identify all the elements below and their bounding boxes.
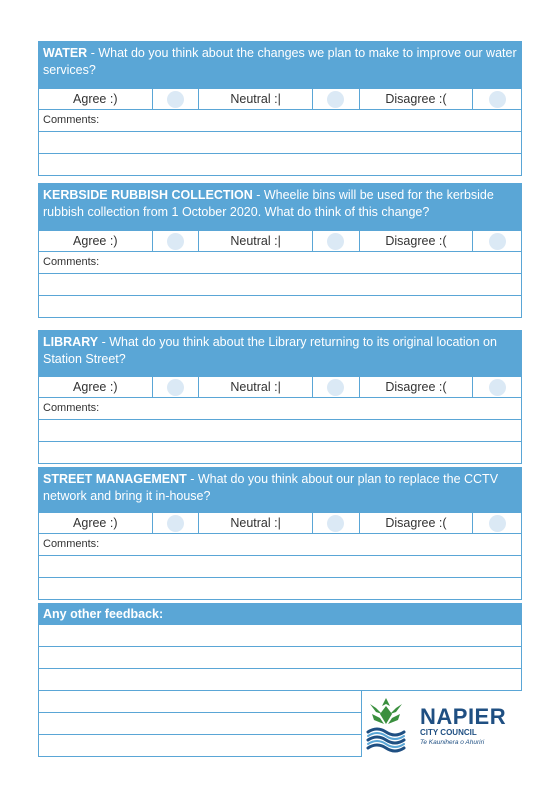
section-kerbside-rubbish [38,183,522,318]
disagree-label: Disagree :( [360,89,474,109]
neutral-option[interactable] [313,513,360,533]
comments-label: Comments: [43,538,100,550]
section-question: - What do you think about our plan to replace the CCTV network and bring it in-house? [43,472,499,503]
rating-row [38,88,522,110]
section-header [38,41,522,88]
feedback-line[interactable] [38,669,522,691]
comments-row[interactable] [38,398,522,420]
section-question: - Wheelie bins will be used for the kerbside rubbish collection from 1 October 2020. What do think of this change? [43,188,494,219]
feedback-line[interactable] [38,735,362,757]
agree-radio[interactable] [167,379,184,396]
disagree-radio[interactable] [489,91,506,108]
agree-option[interactable] [153,89,200,109]
agree-label: Agree :) [39,89,153,109]
disagree-label: Disagree :( [360,377,474,397]
neutral-label: Neutral :| [199,89,313,109]
agree-label: Agree :) [39,377,153,397]
disagree-radio[interactable] [489,233,506,250]
neutral-label: Neutral :| [199,377,313,397]
section-header [38,467,522,512]
disagree-radio[interactable] [489,515,506,532]
feedback-line[interactable] [38,625,522,647]
comment-line[interactable] [38,578,522,600]
logo-sub: CITY COUNCIL [420,727,477,737]
rating-row [38,230,522,252]
logo-text [420,703,507,747]
neutral-option[interactable] [313,377,360,397]
section-question: - What do you think about the Library returning to its original location on Station Street? [43,335,497,366]
comments-label: Comments: [43,114,100,126]
neutral-radio[interactable] [327,91,344,108]
rating-row [38,512,522,534]
comments-row[interactable] [38,534,522,556]
neutral-radio[interactable] [327,379,344,396]
agree-label: Agree :) [39,231,153,251]
agree-option[interactable] [153,513,200,533]
disagree-label: Disagree :( [360,513,474,533]
neutral-option[interactable] [313,231,360,251]
neutral-option[interactable] [313,89,360,109]
section-title: LIBRARY [43,335,99,349]
comment-line[interactable] [38,296,522,318]
section-street-management [38,467,522,600]
comment-line[interactable] [38,442,522,464]
comments-label: Comments: [43,256,100,268]
section-title: KERBSIDE RUBBISH COLLECTION [43,188,253,202]
comment-line[interactable] [38,154,522,176]
comment-line[interactable] [38,274,522,296]
feedback-line[interactable] [38,713,362,735]
other-feedback-header: Any other feedback: [38,603,522,625]
neutral-radio[interactable] [327,515,344,532]
comments-label: Comments: [43,402,100,414]
comment-line[interactable] [38,420,522,442]
napier-emblem-icon [362,696,410,756]
disagree-label: Disagree :( [360,231,474,251]
comment-line[interactable] [38,132,522,154]
section-question: - What do you think about the changes we plan to make to improve our water services? [43,46,517,77]
agree-radio[interactable] [167,91,184,108]
section-title: STREET MANAGEMENT [43,472,187,486]
comments-row[interactable] [38,110,522,132]
disagree-option[interactable] [473,513,521,533]
agree-label: Agree :) [39,513,153,533]
comments-row[interactable] [38,252,522,274]
section-header [38,183,522,230]
section-header [38,330,522,376]
section-water [38,41,522,176]
neutral-label: Neutral :| [199,231,313,251]
feedback-line[interactable] [38,691,362,713]
disagree-option[interactable] [473,89,521,109]
section-title: WATER [43,46,88,60]
disagree-option[interactable] [473,231,521,251]
napier-logo [362,693,522,759]
agree-radio[interactable] [167,233,184,250]
logo-name: NAPIER [420,703,507,729]
disagree-radio[interactable] [489,379,506,396]
rating-row [38,376,522,398]
logo-tagline: Te Kaunihera o Ahuriri [420,738,485,746]
neutral-label: Neutral :| [199,513,313,533]
agree-option[interactable] [153,231,200,251]
neutral-radio[interactable] [327,233,344,250]
feedback-line[interactable] [38,647,522,669]
section-library [38,330,522,464]
comment-line[interactable] [38,556,522,578]
agree-option[interactable] [153,377,200,397]
disagree-option[interactable] [473,377,521,397]
agree-radio[interactable] [167,515,184,532]
